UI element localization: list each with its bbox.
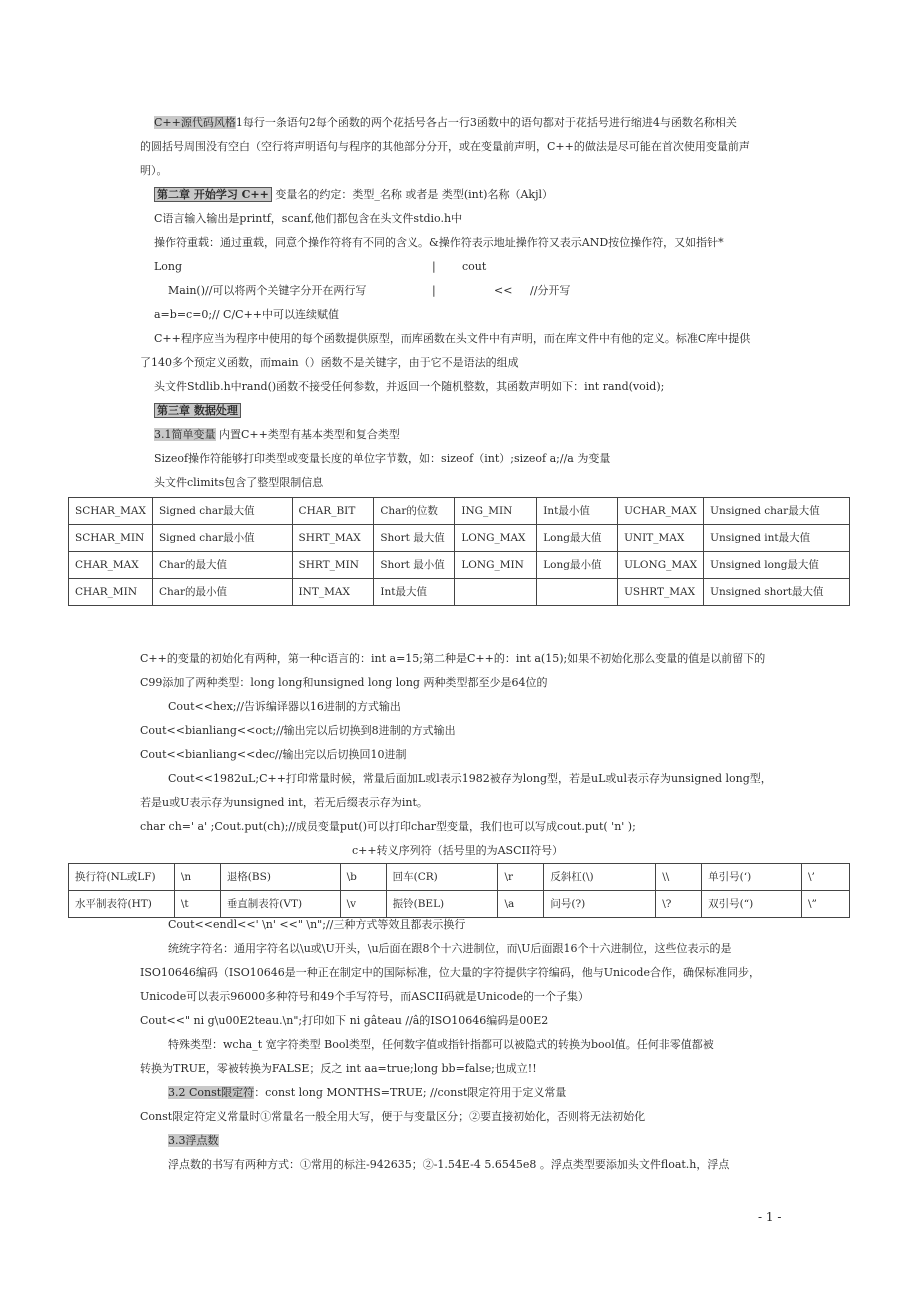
table-cell: UNIT_MAX <box>618 525 704 552</box>
text-line: Long <box>154 260 183 273</box>
text-line: Cout<<" ni g\u00E2teau.\n";打印如下 ni gâteau //â的ISO10646编码是00E2 <box>140 1014 549 1027</box>
text-line: C语言输入输出是printf，scanf,他们都包含在头文件stdio.h中 <box>154 212 463 225</box>
text-line: C++程序应当为程序中使用的每个函数提供原型，而库函数在头文件中有声明，而在库文件中有他的定义。标准C库中提供 <box>154 332 751 345</box>
table-row <box>69 864 850 891</box>
text-line: Cout<<hex;//告诉编译器以16进制的方式输出 <box>168 700 401 713</box>
table-cell: Int最大值 <box>374 579 455 606</box>
table-caption: c++转义序列符（括号里的为ASCII符号） <box>352 844 564 857</box>
text-line: Cout<<endl<<' \n' <<" \n";//三种方式等效且都表示换行 <box>168 918 466 931</box>
table-cell <box>455 579 537 606</box>
text-line: C++源代码风格1每行一条语句2每个函数的两个花括号各占一行3函数中的语句都对于花括号进行缩进4与函数名称相关 <box>154 116 737 129</box>
table-cell: INT_MAX <box>292 579 374 606</box>
table-cell: SHRT_MIN <box>292 552 374 579</box>
text-line: Const限定符定义常量时①常量名一般全用大写，便于与变量区分；②要直接初始化，否则将无法初始化 <box>140 1110 646 1123</box>
text-line: ISO10646编码（ISO10646是一种正在制定中的国际标准，位大量的字符提供字符编码，他与Unicode合作，确保标准同步， <box>140 966 760 979</box>
table-cell: UCHAR_MAX <box>618 498 704 525</box>
text-line: 的圆括号周围没有空白（空行将声明语句与程序的其他部分分开，或在变量前声明，C++的做法是尽可能在首次使用变量前声 <box>140 140 750 153</box>
table-cell: ULONG_MAX <box>618 552 704 579</box>
text-line: Sizeof操作符能够打印类型或变量长度的单位字节数，如：sizeof（int）;sizeof a;//a 为变量 <box>154 452 611 465</box>
text-line: 浮点数的书写有两种方式：①常用的标注-942635；②-1.54E-4 5.6545e8 。浮点类型要添加头文件float.h，浮点 <box>168 1158 730 1171</box>
table-cell: Unsigned int最大值 <box>704 525 850 552</box>
text-line: cout <box>462 260 487 273</box>
table-row <box>69 525 850 552</box>
table-cell: Signed char最大值 <box>152 498 292 525</box>
table-row <box>69 552 850 579</box>
table-cell: 垂直制表符(VT) <box>220 891 340 918</box>
section-heading: 3.3浮点数 <box>168 1134 219 1147</box>
table-cell: USHRT_MAX <box>618 579 704 606</box>
text-line: Unicode可以表示96000多种符号和49个手写符号，而ASCII码就是Unicode的一个子集） <box>140 990 589 1003</box>
table-cell: 问号(?) <box>544 891 656 918</box>
table-cell: Char的最大值 <box>152 552 292 579</box>
table-row <box>69 579 850 606</box>
text-line: Cout<<bianliang<<dec//输出完以后切换回10进制 <box>140 748 407 761</box>
text-line: 3.2 Const限定符：const long MONTHS=TRUE; //const限定符用于定义常量 <box>168 1086 567 1099</box>
escape-table <box>68 863 850 918</box>
text-line: 3.1简单变量 内置C++类型有基本类型和复合类型 <box>154 428 400 441</box>
table-cell: 换行符(NL或LF) <box>69 864 175 891</box>
table-cell: SCHAR_MIN <box>69 525 153 552</box>
limits-table <box>68 497 850 606</box>
separator: | <box>432 284 436 297</box>
table-cell: 反斜杠(\) <box>544 864 656 891</box>
table-cell <box>537 579 618 606</box>
table-cell: ING_MIN <box>455 498 537 525</box>
text-line: 头文件Stdlib.h中rand()函数不接受任何参数，并返回一个随机整数，其函数声明如下：int rand(void); <box>154 380 665 393</box>
table-cell: \n <box>174 864 220 891</box>
table-cell: SCHAR_MAX <box>69 498 153 525</box>
table-cell: Long最小值 <box>537 552 618 579</box>
page-number: - 1 - <box>758 1210 782 1224</box>
table-cell: 双引号(“) <box>702 891 802 918</box>
text-line: Main()//可以将两个关键字分开在两行写 <box>168 284 367 297</box>
text-line: 特殊类型：wcha_t 宽字符类型 Bool类型，任何数字值或指针指都可以被隐式的转换为bool值。任何非零值都被 <box>168 1038 714 1051</box>
table-cell: LONG_MIN <box>455 552 537 579</box>
text-line: C++的变量的初始化有两种，第一种c语言的：int a=15;第二种是C++的：int a(15);如果不初始化那么变量的值是以前留下的 <box>140 652 766 665</box>
table-cell: CHAR_BIT <box>292 498 374 525</box>
text-line: 第二章 开始学习 C++ 变量名的约定：类型_名称 或者是 类型(int)名称（Akjl） <box>154 188 553 202</box>
chapter-heading: 第二章 开始学习 C++ <box>154 187 272 202</box>
highlight-label: C++源代码风格 <box>154 116 236 129</box>
text-line: 若是u或U表示存为unsigned int，若无后缀表示存为int。 <box>140 796 428 809</box>
text-line: << <box>494 284 513 297</box>
table-cell: \? <box>656 891 702 918</box>
table-cell: Unsigned long最大值 <box>704 552 850 579</box>
table-cell: CHAR_MAX <box>69 552 153 579</box>
table-cell: 振铃(BEL) <box>386 891 498 918</box>
text-line: C99添加了两种类型：long long和unsigned long long 两种类型都至少是64位的 <box>140 676 548 689</box>
table-cell: Char的位数 <box>374 498 455 525</box>
table-cell: \v <box>340 891 386 918</box>
text-line: a=b=c=0;// C/C++中可以连续赋值 <box>154 308 339 321</box>
table-cell: \t <box>174 891 220 918</box>
table-cell: \r <box>498 864 544 891</box>
text-line: char ch=' a' ;Cout.put(ch);//成员变量put()可以打印char型变量，我们也可以写成cout.put( 'n' ); <box>140 820 636 833</box>
table-cell: \’ <box>802 864 850 891</box>
table-cell: Int最小值 <box>537 498 618 525</box>
table-cell: \a <box>498 891 544 918</box>
table-cell: CHAR_MIN <box>69 579 153 606</box>
table-cell: 单引号(‘) <box>702 864 802 891</box>
chapter-heading: 第三章 数据处理 <box>154 403 241 418</box>
section-heading: 3.2 Const限定符 <box>168 1086 255 1099</box>
text-line: 统统字符名：通用字符名以\u或\U开头，\u后面在跟8个十六进制位，而\U后面跟16个十六进制位，这些位表示的是 <box>168 942 732 955</box>
table-cell: 回车(CR) <box>386 864 498 891</box>
table-cell: Short 最大值 <box>374 525 455 552</box>
table-row <box>69 891 850 918</box>
table-cell: Long最大值 <box>537 525 618 552</box>
table-cell: 水平制表符(HT) <box>69 891 175 918</box>
table-cell: Short 最小值 <box>374 552 455 579</box>
table-row <box>69 498 850 525</box>
text-line: 操作符重载：通过重载，同意个操作符将有不同的含义。&操作符表示地址操作符又表示AND按位操作符，又如指针* <box>154 236 724 249</box>
table-cell: \” <box>802 891 850 918</box>
table-cell: Unsigned short最大值 <box>704 579 850 606</box>
text-line: //分开写 <box>530 284 571 297</box>
text-line: 头文件climits包含了整型限制信息 <box>154 476 324 489</box>
table-cell: \b <box>340 864 386 891</box>
separator: | <box>432 260 436 273</box>
text-line: 明）。 <box>140 164 168 177</box>
section-heading: 3.1简单变量 <box>154 428 216 441</box>
table-cell: \\ <box>656 864 702 891</box>
table-cell: LONG_MAX <box>455 525 537 552</box>
table-cell: 退格(BS) <box>220 864 340 891</box>
text-line: Cout<<1982uL;C++打印常量时候，常量后面加L或l表示1982被存为long型，若是uL或ul表示存为unsigned long型， <box>168 772 772 785</box>
table-cell: Unsigned char最大值 <box>704 498 850 525</box>
text-line: 了140多个预定义函数，而main（）函数不是关键字，由于它不是语法的组成 <box>140 356 519 369</box>
table-cell: SHRT_MAX <box>292 525 374 552</box>
text-line <box>154 404 241 418</box>
text-line <box>168 1134 219 1148</box>
text-line: 转换为TRUE，零被转换为FALSE；反之 int aa=true;long bb=false;也成立!! <box>140 1062 537 1075</box>
text-line: Cout<<bianliang<<oct;//输出完以后切换到8进制的方式输出 <box>140 724 456 737</box>
table-cell: Signed char最小值 <box>152 525 292 552</box>
table-cell: Char的最小值 <box>152 579 292 606</box>
